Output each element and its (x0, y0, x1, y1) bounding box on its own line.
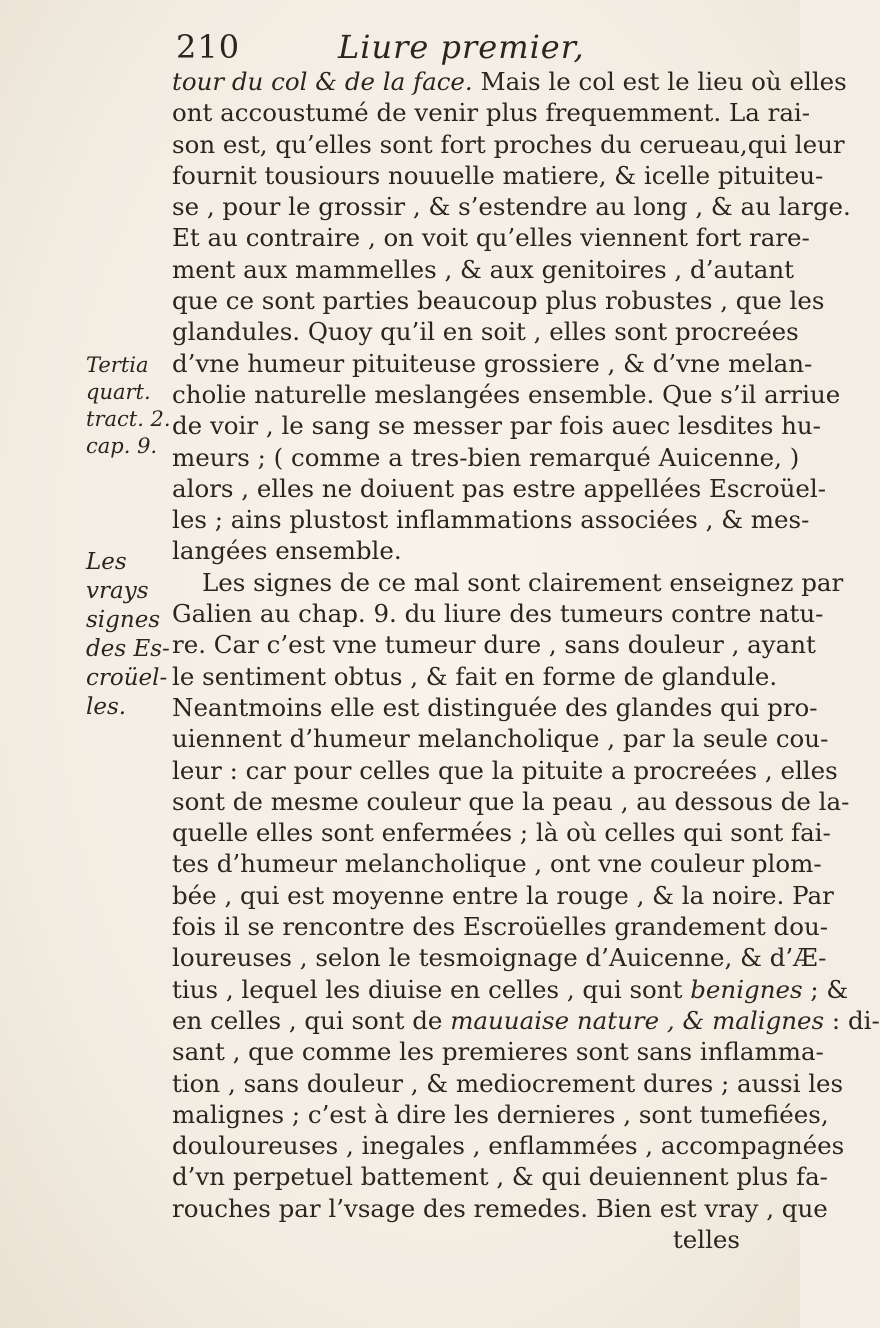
page-header (176, 16, 766, 66)
italic-phrase: benignes (690, 974, 803, 1004)
text-line: cholie naturelle meslangées ensemble. Que s’il arriue (172, 379, 841, 409)
marginal-line: quart. (86, 380, 151, 404)
text-line: d’vne humeur pituiteuse grossiere , & d’vne melan- (172, 348, 813, 378)
text-line: malignes ; c’est à dire les dernieres , sont tumefiées, (172, 1099, 829, 1129)
text-line (172, 974, 849, 1005)
text-fragment: en celles , qui sont de (172, 1005, 451, 1035)
text-line (172, 66, 847, 97)
marginal-line: Les (86, 549, 127, 575)
text-line: que ce sont parties beaucoup plus robustes , que les (172, 286, 825, 316)
text-line: Neantmoins elle est distinguée des glandes qui pro- (172, 692, 818, 722)
text-line: alors , elles ne doiuent pas estre appellées Escroüel- (172, 473, 826, 503)
text-line: sant , que comme les premieres sont sans inflamma- (172, 1037, 824, 1067)
italic-phrase: tour du col & de la face. (172, 67, 473, 96)
text-line: fois il se rencontre des Escroüelles grandement dou- (172, 912, 829, 942)
text-line: son est, qu’elles sont fort proches du cerueau,qui leur (172, 129, 845, 159)
text-line: le sentiment obtus , & fait en forme de glandule. (172, 661, 778, 691)
page-number: 210 (176, 28, 241, 66)
text-line: meurs ; ( comme a tres-bien remarqué Auicenne, ) (172, 442, 800, 472)
running-head: Liure premier, (338, 28, 585, 66)
text-line: ont accoustumé de venir plus frequemment. La rai- (172, 98, 811, 128)
text-line: tion , sans douleur , & mediocrement dures ; aussi les (172, 1068, 844, 1098)
marginal-note-signs (86, 548, 170, 722)
catchword: telles (672, 1224, 740, 1254)
text-line: quelle elles sont enfermées ; là où celles qui sont fai- (172, 818, 831, 848)
text-line: Les signes de ce mal sont clairement enseignez par (202, 567, 844, 597)
italic-phrase: mauuaise nature , & malignes (450, 1005, 825, 1035)
marginal-line: cap. 9. (86, 434, 158, 458)
marginal-line: croüel- (86, 665, 168, 691)
text-line: loureuses , selon le tesmoignage d’Auicenne, & d’Æ- (172, 943, 827, 973)
text-fragment: ; & (802, 974, 849, 1004)
text-line (172, 1005, 880, 1036)
marginal-line: vrays (86, 578, 149, 604)
text-line: sont de mesme couleur que la peau , au dessous de la- (172, 786, 850, 816)
text-fragment: Mais le col est le lieu où elles (472, 67, 847, 96)
marginal-line: Tertia (86, 353, 149, 377)
marginal-line: les. (86, 694, 127, 720)
text-line: tes d’humeur melancholique , ont vne couleur plom- (172, 849, 822, 879)
text-line: Galien au chap. 9. du liure des tumeurs contre natu- (172, 599, 824, 629)
text-line: rouches par l’vsage des remedes. Bien est vray , que (172, 1193, 828, 1223)
text-line: re. Car c’est vne tumeur dure , sans douleur , ayant (172, 630, 816, 660)
marginal-line: signes (86, 607, 161, 633)
text-fragment: tius , lequel les diuise en celles , qui sont (172, 974, 691, 1004)
text-fragment: : di- (824, 1005, 880, 1035)
text-line: les ; ains plustost inflammations associées , & mes- (172, 505, 810, 535)
body-text (172, 66, 880, 1255)
text-line: Et au contraire , on voit qu’elles viennent fort rare- (172, 223, 810, 253)
marginal-line: tract. 2. (86, 407, 171, 431)
text-line: langées ensemble. (172, 536, 402, 566)
marginal-line: des Es- (86, 636, 170, 662)
text-line: de voir , le sang se messer par fois auec lesdites hu- (172, 411, 821, 441)
text-line: fournit tousiours nouuelle matiere, & icelle pituiteu- (172, 160, 824, 190)
marginal-note-citation (86, 352, 170, 460)
text-line: uiennent d’humeur melancholique , par la seule cou- (172, 724, 829, 754)
text-line: d’vn perpetuel battement , & qui deuiennent plus fa- (172, 1162, 828, 1192)
text-line: douloureuses , inegales , enflammées , accompagnées (172, 1131, 845, 1161)
text-line: bée , qui est moyenne entre la rouge , & la noire. Par (172, 880, 834, 910)
text-line: leur : car pour celles que la pituite a procreées , elles (172, 755, 838, 785)
text-line: glandules. Quoy qu’il en soit , elles sont procreées (172, 317, 799, 347)
text-line: ment aux mammelles , & aux genitoires , d’autant (172, 254, 794, 284)
text-line: se , pour le grossir , & s’estendre au long , & au large. (172, 192, 851, 222)
